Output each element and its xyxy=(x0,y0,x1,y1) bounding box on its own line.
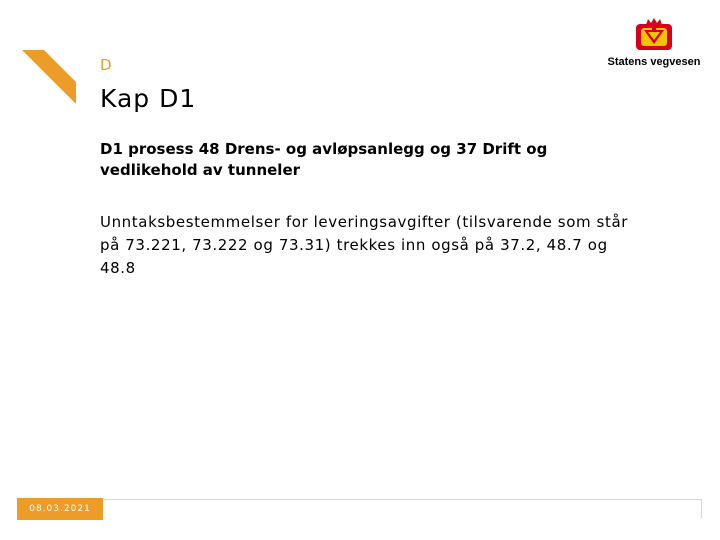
statens-vegvesen-emblem-icon xyxy=(632,16,676,56)
statens-vegvesen-logo xyxy=(606,16,702,72)
body-paragraph: Unntaksbestemmelser for leveringsavgifter (tilsvarende som står på 73.221, 73.222 og 73.31) trekkes inn også på 37.2, 48.7 og 48.8 xyxy=(100,213,629,277)
chapter-letter: D xyxy=(100,56,113,74)
logo-text: Statens vegvesen xyxy=(607,56,701,68)
footer-divider xyxy=(104,499,702,518)
page-title: Kap D1 xyxy=(100,84,197,113)
footer-date: 08.03.2021 xyxy=(17,498,103,520)
section-subheading: D1 prosess 48 Drens- og avløpsanlegg og 37 Drift og vedlikehold av tunneler xyxy=(100,140,548,179)
